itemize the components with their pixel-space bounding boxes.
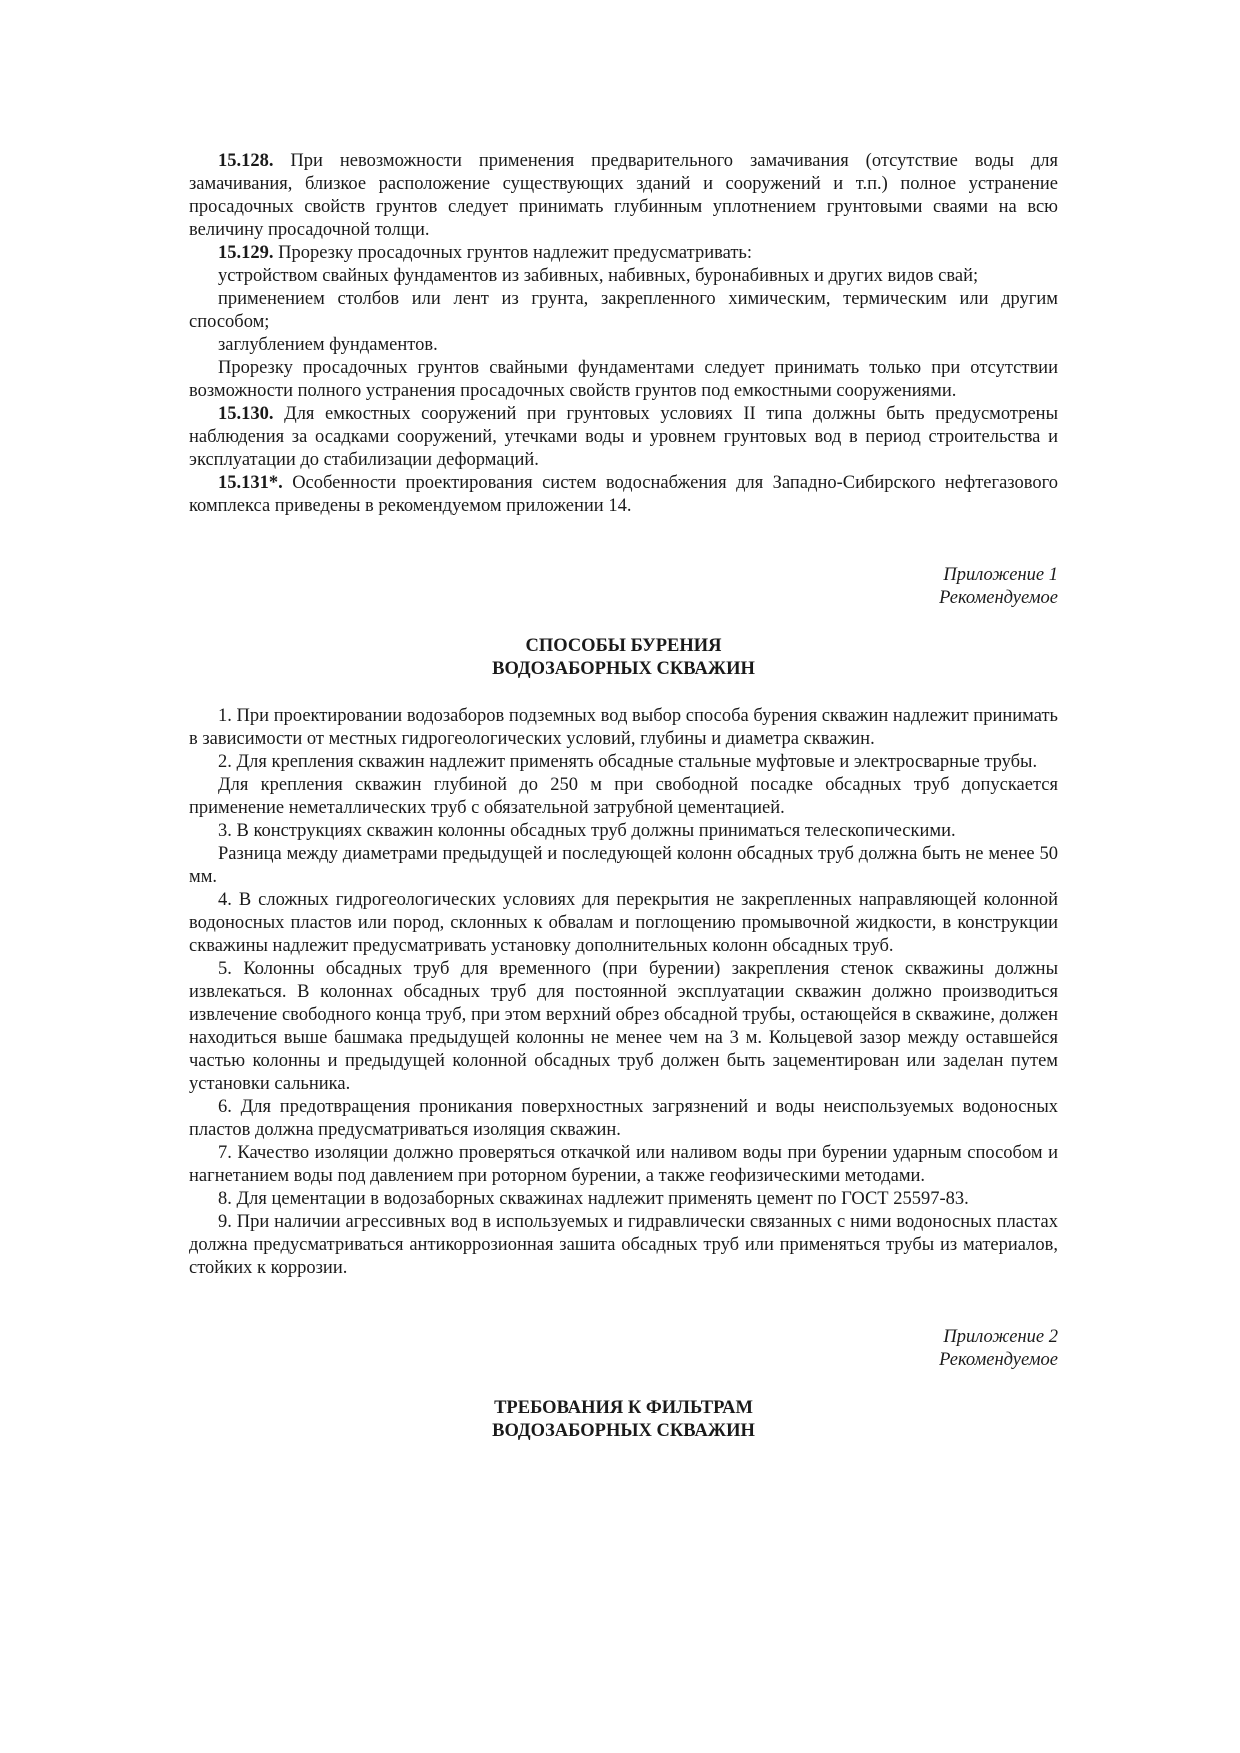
list-item-deepening: заглублением фундаментов. — [218, 335, 438, 355]
paragraph-15-129-note: Прорезку просадочных грунтов свайными фундаментами следует принимать только при отсутствии возможности полного устранения просадочных свойств грунтов под емкостными сооружениями. — [189, 358, 1058, 401]
clause-number: 15.129. — [218, 243, 274, 263]
appendix-2-label — [189, 1326, 1058, 1372]
appendix-1-item: Для крепления скважин глубиной до 250 м при свободной посадке обсадных труб допускается применение неметаллических труб с обязательной затрубной цементацией. — [189, 775, 1058, 818]
appendix-1-number: Приложение 1 — [943, 565, 1058, 585]
appendix-1-item: 9. При наличии агрессивных вод в используемых и гидравлически связанных с ними водоносных пластах должна предусматриваться антикоррозионная зашита обсадных труб или применяться трубы из материалов, стойких к коррозии. — [189, 1212, 1058, 1278]
appendix-1-item: 4. В сложных гидрогеологических условиях для перекрытия не закрепленных направляющей колонной водоносных пластов или пород, склонных к обвалам и поглощению промывочной жидкости, в конструкции скважины надлежит предусматривать установку дополнительных колонн обсадных труб. — [189, 890, 1058, 956]
spacer — [189, 1280, 1058, 1326]
appendix-2-title — [189, 1397, 1058, 1443]
appendix-1-body — [189, 705, 1058, 1280]
appendix-1-item: 5. Колонны обсадных труб для временного (при бурении) закрепления стенок скважины должны извлекаться. В колоннах обсадных труб для постоянной эксплуатации скважин должно производиться извлечение свободного конца труб, при этом верхний обрез обсадной трубы, остающейся в скважине, должен находиться выше башмака предыдущей колонны не менее чем на 3 м. Кольцевой зазор между оставшейся частью колонны и предыдущей колонной обсадных труб должен быть зацементирован или заделан путем установки сальника. — [189, 959, 1058, 1094]
appendix-1-title — [189, 635, 1058, 681]
clause-text: При невозможности применения предварительного замачивания (отсутствие воды для замачивания, близкое расположение существующих зданий и сооружений и т.п.) полное устранение просадочных свойств грунтов следует принимать глубинным уплотнением грунтовыми сваями на всю величину просадочной толщи. — [189, 151, 1058, 240]
paragraph-15-131 — [189, 472, 1058, 518]
appendix-1-item: Разница между диаметрами предыдущей и последующей колонн обсадных труб должна быть не менее 50 мм. — [189, 844, 1058, 887]
clause-text: Для емкостных сооружений при грунтовых условиях II типа должны быть предусмотрены наблюдения за осадками сооружений, утечками воды и уровнем грунтовых вод в период строительства и эксплуатации до стабилизации деформаций. — [189, 404, 1058, 470]
paragraph-15-128 — [189, 150, 1058, 242]
appendix-1-item: 1. При проектировании водозаборов подземных вод выбор способа бурения скважин надлежит принимать в зависимости от местных гидрогеологических условий, глубины и диаметра скважин. — [189, 706, 1058, 749]
clause-number: 15.130. — [218, 404, 274, 424]
appendix-1-item: 6. Для предотвращения проникания поверхностных загрязнений и воды неиспользуемых водоносных пластов должна предусматриваться изоляция скважин. — [189, 1097, 1058, 1140]
spacer — [189, 681, 1058, 705]
appendix-1-item: 3. В конструкциях скважин колонны обсадных труб должны приниматься телескопическими. — [218, 821, 956, 841]
appendix-2-status: Рекомендуемое — [939, 1350, 1058, 1370]
clause-number: 15.131*. — [218, 473, 283, 493]
appendix-1-item: 8. Для цементации в водозаборных скважинах надлежит применять цемент по ГОСТ 25597-83. — [218, 1189, 969, 1209]
list-item-pile-foundations: устройством свайных фундаментов из забивных, набивных, буронабивных и других видов свай; — [218, 266, 979, 286]
appendix-1-title-line-1: СПОСОБЫ БУРЕНИЯ — [525, 636, 722, 656]
appendix-1-title-line-2: ВОДОЗАБОРНЫХ СКВАЖИН — [492, 659, 755, 679]
appendix-1-item: 7. Качество изоляции должно проверяться откачкой или наливом воды при бурении ударным способом и нагнетанием воды под давлением при роторном бурении, а также геофизическими методами. — [189, 1143, 1058, 1186]
spacer — [189, 518, 1058, 564]
appendix-2-title-line-2: ВОДОЗАБОРНЫХ СКВАЖИН — [492, 1421, 755, 1441]
document-page — [189, 150, 1058, 1443]
appendix-1-status: Рекомендуемое — [939, 588, 1058, 608]
appendix-1-label — [189, 564, 1058, 610]
appendix-2-number: Приложение 2 — [943, 1327, 1058, 1347]
clause-number: 15.128. — [218, 151, 274, 171]
spacer — [189, 610, 1058, 635]
clause-text: Особенности проектирования систем водоснабжения для Западно-Сибирского нефтегазового комплекса приведены в рекомендуемом приложении 14. — [189, 473, 1058, 516]
paragraph-15-129 — [189, 242, 1058, 265]
spacer — [189, 1372, 1058, 1397]
appendix-1-item: 2. Для крепления скважин надлежит применять обсадные стальные муфтовые и электросварные трубы. — [218, 752, 1038, 772]
paragraph-15-130 — [189, 403, 1058, 472]
appendix-2-title-line-1: ТРЕБОВАНИЯ К ФИЛЬТРАМ — [494, 1398, 753, 1418]
clause-text: Прорезку просадочных грунтов надлежит предусматривать: — [273, 243, 752, 263]
list-item-soil-columns: применением столбов или лент из грунта, закрепленного химическим, термическим или другим способом; — [189, 289, 1058, 332]
